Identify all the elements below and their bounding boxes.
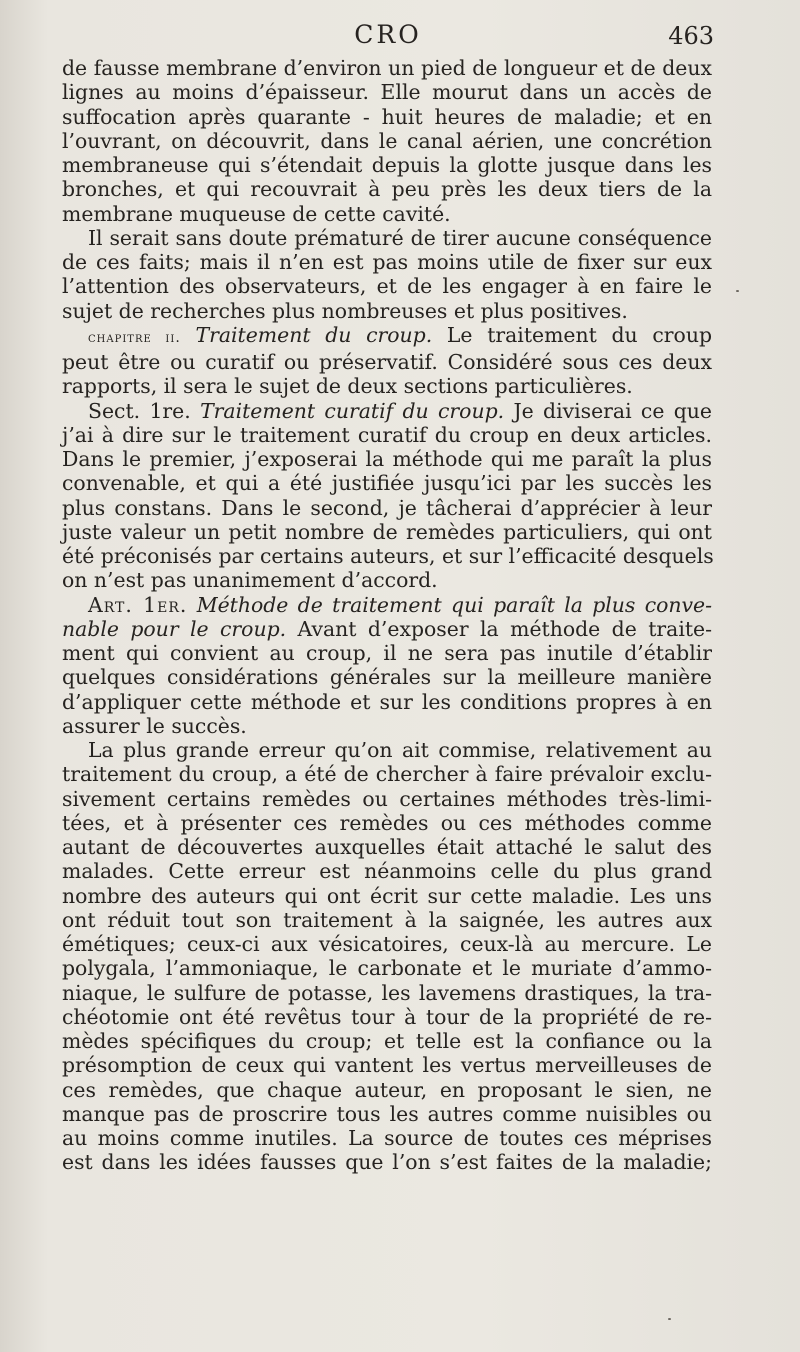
text-line: suffocation après quarante - huit heures de maladie; et en — [62, 104, 712, 129]
text-line: de fausse membrane d’environ un pied de longueur et de deux — [62, 56, 712, 80]
text-segment: Le traitement du croup — [432, 322, 713, 347]
section-label: Sect. 1re. — [88, 398, 191, 423]
text-line: membraneuse qui s’étendait depuis la glotte jusque dans les — [62, 153, 712, 177]
text-line: polygala, l’ammoniaque, le carbonate et le muriate d’ammo- — [62, 956, 712, 981]
text-line: est dans les idées fausses que l’on s’est faites de la maladie; — [62, 1150, 712, 1175]
text-line — [62, 323, 712, 350]
body-text — [62, 56, 712, 1175]
paper-speck — [668, 1318, 671, 1320]
article-label: Art. 1er. — [88, 592, 188, 617]
text-line — [62, 593, 712, 617]
text-line: au moins comme inutiles. La source de toutes ces méprises — [62, 1126, 712, 1150]
text-line: convenable, et qui a été justifiée jusqu’ici par les succès les — [62, 471, 712, 496]
article-title: Méthode de traitement qui paraît la plus conve- — [196, 592, 712, 617]
paragraph — [62, 56, 712, 226]
text-line: bronches, et qui recouvrait à peu près les deux tiers de la — [62, 177, 712, 202]
section-title: Traitement curatif du croup. — [200, 398, 505, 423]
text-line: lignes au moins d’épaisseur. Elle mourut dans un accès de — [62, 80, 712, 105]
text-line: malades. Cette erreur est néanmoins celle du plus grand — [62, 859, 712, 884]
text-line: rapports, il sera le sujet de deux sections particulières. — [62, 374, 633, 399]
chapter-paragraph — [62, 323, 712, 399]
text-line: présomption de ceux qui vantent les vertus merveilleuses de — [62, 1053, 712, 1078]
text-line: juste valeur un petit nombre de remèdes particuliers, qui ont — [62, 519, 712, 544]
text-line: traitement du croup, a été de chercher à faire prévaloir exclu- — [62, 762, 712, 787]
text-line: peut être ou curatif ou préservatif. Considéré sous ces deux — [62, 350, 712, 374]
text-line — [62, 617, 712, 641]
text-line: La plus grande erreur qu’on ait commise, relativement au — [88, 738, 712, 762]
text-line: chéotomie ont été revêtus tour à tour de la propriété de re- — [62, 1004, 712, 1029]
text-line: plus constans. Dans le second, je tâcherai d’apprécier à leur — [62, 495, 712, 520]
text-line: de ces faits; mais il n’en est pas moins utile de fixer sur eux — [62, 250, 712, 274]
text-line: ment qui convient au croup, il ne sera pas inutile d’établir — [62, 641, 712, 665]
page-number: 463 — [668, 22, 714, 50]
text-line: été préconisés par certains auteurs, et sur l’efficacité desquels — [62, 544, 714, 568]
text-line: l’ouvrant, on découvrit, dans le canal aérien, une concrétion — [62, 128, 712, 153]
text-line: sivement certains remèdes ou certaines méthodes très-limi- — [62, 786, 712, 811]
chapter-label: chapitre ii. — [88, 329, 181, 346]
text-line: d’appliquer cette méthode et sur les conditions propres à en — [62, 689, 712, 714]
text-line: on n’est pas unanimement d’accord. — [62, 568, 438, 593]
text-line: membrane muqueuse de cette cavité. — [62, 201, 451, 226]
text-line: mèdes spécifiques du croup; et telle est la confiance ou la — [62, 1029, 712, 1053]
text-line: nombre des auteurs qui ont écrit sur cette maladie. Les uns — [62, 883, 712, 908]
article-title-cont: nable pour le croup. — [62, 616, 287, 641]
text-line: sujet de recherches plus nombreuses et plus positives. — [62, 298, 628, 323]
text-line: Dans le premier, j’exposerai la méthode qui me paraît la plus — [62, 447, 712, 471]
text-line: autant de découvertes auxquelles était attaché le salut des — [62, 835, 712, 859]
text-line: Il serait sans doute prématuré de tirer aucune conséquence — [88, 225, 712, 250]
text-line: manque pas de proscrire tous les autres comme nuisibles ou — [62, 1101, 712, 1126]
text-line: quelques considérations générales sur la meilleure manière — [62, 665, 712, 690]
text-line — [62, 399, 712, 423]
text-line: assurer le succès. — [62, 713, 247, 738]
text-line: ces remèdes, que chaque auteur, en proposant le sien, ne — [62, 1077, 712, 1102]
article-paragraph — [62, 593, 712, 739]
paragraph — [62, 226, 712, 323]
text-line: ont réduit tout son traitement à la saignée, les autres aux — [62, 907, 712, 932]
page-header — [62, 20, 714, 54]
text-line: niaque, le sulfure de potasse, les lavemens drastiques, la tra- — [62, 980, 712, 1005]
paragraph — [62, 738, 712, 1175]
paper-speck — [736, 290, 739, 292]
text-line: l’attention des observateurs, et de les engager à en faire le — [62, 274, 712, 299]
running-head: CRO — [354, 20, 422, 49]
section-paragraph — [62, 399, 712, 593]
text-segment: Avant d’exposer la méthode de traite- — [286, 616, 712, 641]
text-line: tées, et à présenter ces remèdes ou ces méthodes comme — [62, 810, 712, 835]
text-segment: Je diviserai ce que — [504, 398, 712, 423]
text-line: émétiques; ceux-ci aux vésicatoires, ceux-là au mercure. Le — [62, 932, 712, 956]
text-line: j’ai à dire sur le traitement curatif du croup en deux articles. — [62, 422, 712, 447]
chapter-title: Traitement du croup. — [195, 322, 433, 347]
